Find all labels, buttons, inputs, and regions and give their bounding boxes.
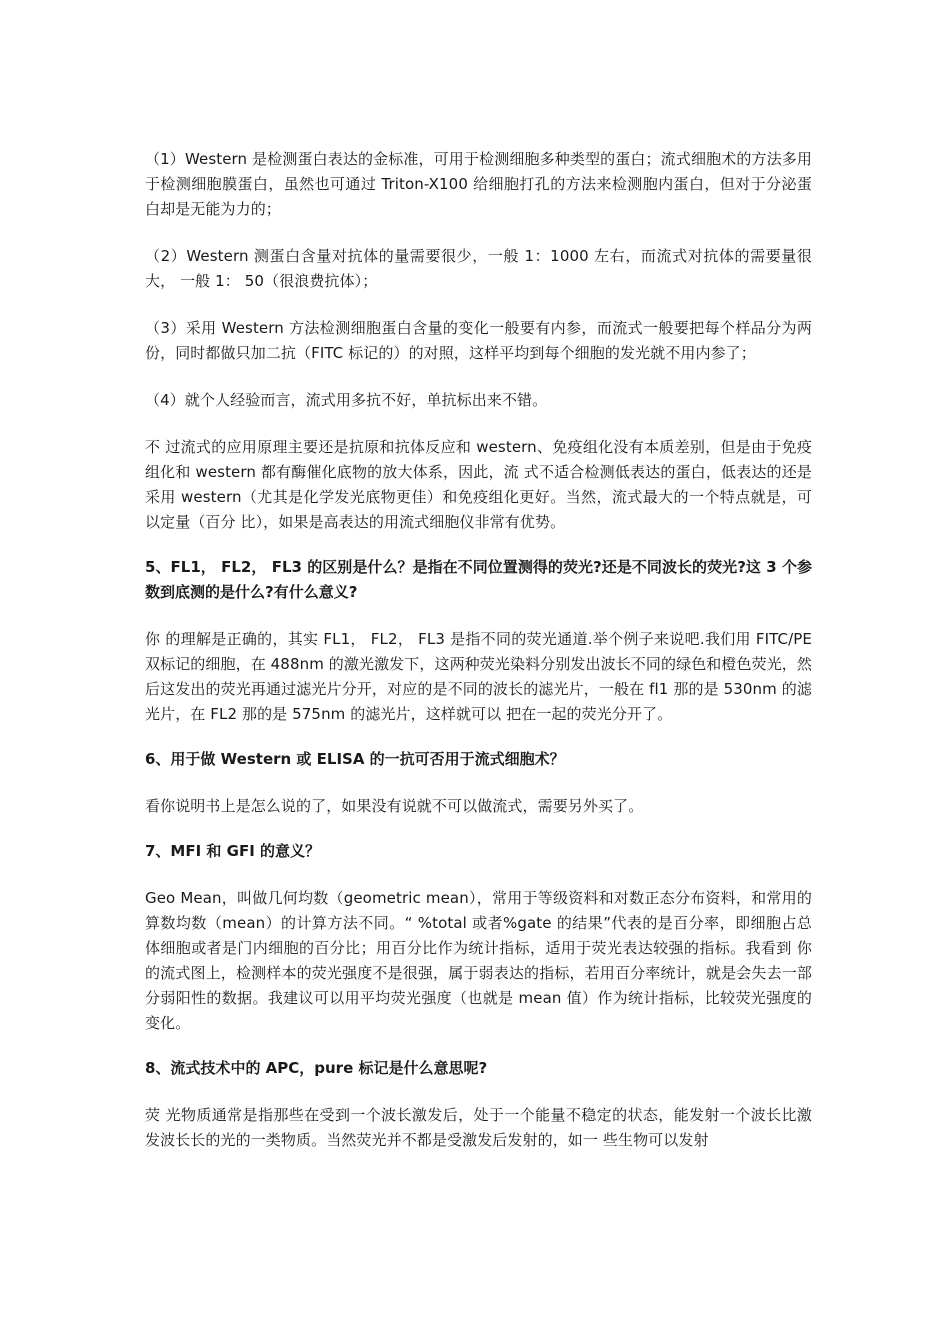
paragraph-geo-mean: Geo Mean，叫做几何均数（geometric mean），常用于等级资料和对数正态分布资料，和常用的算数均数（mean）的计算方法不同。“ %total 或者%gate 的结果”代表的是百分率，即细胞占总体细胞或者是门内细胞的百分比；用百分比作为统计指标，适用于荧光表达较强的指标。我看到 你的流式图上，检测样本的荧光强度不是很强，属于弱表达的指标，若用百分率统计，就是会失去一部分弱阳性的数据。我建议可以用平均荧光强度（也就是 mean 值）作为统计指标，比较荧光强度的变化。 [145,889,812,1032]
paragraph-western-gold-standard: （1）Western 是检测蛋白表达的金标准，可用于检测细胞多种类型的蛋白；流式细胞术的方法多用于检测细胞膜蛋白，虽然也可通过 Triton-X100 给细胞打孔的方法来检测胞内蛋白，但对于分泌蛋白却是无能为力的； [145,150,812,218]
paragraph-internal-reference: （3）采用 Western 方法检测细胞蛋白含量的变化一般要有内参，而流式一般要把每个样品分为两份，同时都做只加二抗（FITC 标记的）的对照，这样平均到每个细胞的发光就不用内参了； [145,319,812,362]
paragraph-flow-principle: 不 过流式的应用原理主要还是抗原和抗体反应和 western、免疫组化没有本质差别，但是由于免疫组化和 western 都有酶催化底物的放大体系，因此，流 式不适合检测低表达的蛋白，低表达的还是采用 western（尤其是化学发光底物更佳）和免疫组化更好。当然，流式最大的一个特点就是，可以定量（百分 比），如果是高表达的用流式细胞仪非常有优势。 [145,438,812,531]
paragraph-antibody-amount: （2）Western 测蛋白含量对抗体的量需要很少，一般 1：1000 左右，而流式对抗体的需要量很大， 一般 1： 50（很浪费抗体）； [145,247,812,290]
document-body [145,147,812,1153]
paragraph-check-manual: 看你说明书上是怎么说的了，如果没有说就不可以做流式，需要另外买了。 [145,797,644,815]
heading-question-8: 8、流式技术中的 APC，pure 标记是什么意思呢? [145,1059,488,1077]
paragraph-fluorescent-substance: 荧 光物质通常是指那些在受到一个波长激发后，处于一个能量不稳定的状态，能发射一个波长比激发波长长的光的一类物质。当然荧光并不都是受激发后发射的，如一 些生物可以发射 [145,1106,812,1149]
paragraph-personal-experience: （4）就个人经验而言，流式用多抗不好，单抗标出来不错。 [145,391,548,409]
paragraph-fluorescence-channels: 你 的理解是正确的，其实 FL1， FL2， FL3 是指不同的荧光通道.举个例子来说吧.我们用 FITC/PE 双标记的细胞，在 488nm 的激光激发下，这两种荧光染料分别发出波长不同的绿色和橙色荧光，然后这发出的荧光再通过滤光片分开，对应的是不同的波长的滤光片，一般在 fl1 那的是 530nm 的滤光片，在 FL2 那的是 575nm 的滤光片，这样就可以 把在一起的荧光分开了。 [145,630,812,723]
heading-question-6: 6、用于做 Western 或 ELISA 的一抗可否用于流式细胞术？ [145,750,565,768]
heading-question-5: 5、FL1， FL2， FL3 的区别是什么？是指在不同位置测得的荧光?还是不同波长的荧光?这 3 个参数到底测的是什么?有什么意义? [145,558,812,601]
heading-question-7: 7、MFI 和 GFI 的意义？ [145,842,320,860]
